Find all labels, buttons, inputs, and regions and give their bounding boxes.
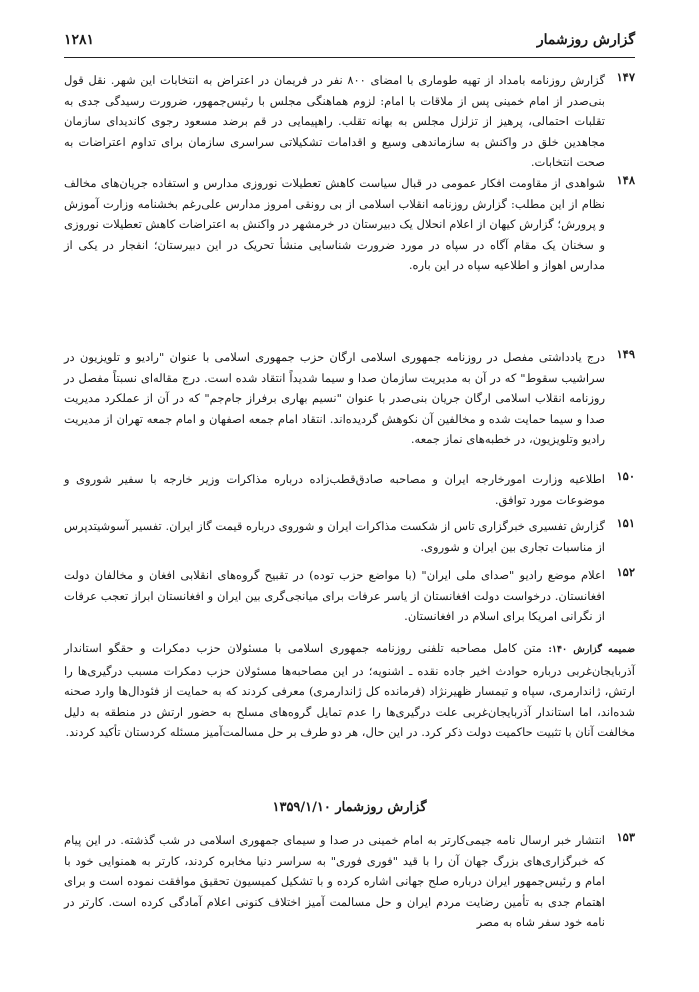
appendix-140 <box>64 638 635 743</box>
entry-number: ۱۵۲ <box>616 565 635 579</box>
entry-text: شواهدی از مقاومت افکار عمومی در قبال سیاست کاهش تعطیلات نوروزی مدارس و استفاده جریان‌های مخالف نظام از این مطلب: گزارش روزنامه انقلاب اسلامی از بی رونقی امروز مدارس علی‌رغم بخشنامه وزارت آموزش و پرورش؛ گزارش کیهان از اعلام انحلال یک دبیرستان در خرمشهر در واکنش به اعتراضات کاهش تعطیلات نوروزی و سخنان یک مقام آگاه در سپاه در مورد ضرورت شناسایی منشأ تحریک در این دبیرستان؛ انفجار در یکی از مدارس اهواز و اطلاعیه سپاه در این باره. <box>64 176 605 273</box>
entry-text: درج یادداشتی مفصل در روزنامه جمهوری اسلامی ارگان حزب جمهوری اسلامی با عنوان "رادیو و تلویزیون در سراشیب سقوط" که در آن به مدیریت سازمان صدا و سیما شدیداً انتقاد شده است. درج مقاله‌ای نسبتاً مفصل در روزنامه انقلاب اسلامی ارگان جریان بنی‌صدر با عنوان "نسیم بهاری برفراز جام‌جم" که در آن از عملکرد مدیریت صدا و سیما حمایت شده و مخالفین آن نکوهش گردیده‌اند. انتقاد امام جمعه اصفهان و امام جمعه تهران از مدیریت رادیو وتلویزیون، در خطبه‌های نماز جمعه. <box>64 350 605 447</box>
running-title: گزارش روزشمار <box>536 32 635 48</box>
entry-149 <box>64 347 635 450</box>
entry-text: انتشار خبر ارسال نامه جیمی‌کارتر به امام خمینی در صدا و سیمای جمهوری اسلامی در شب گذشته. در این پیام که خبرگزاری‌های بزرگ جهان آن را با قید "فوری فوری" به سراسر دنیا مخابره کردند، کارتر به همنوایی خود با امام و رئیس‌جمهور ایران درباره صلح جهانی اشاره کرده و با تشکیل کمیسیون تحقیق موافقت نموده است و برای اهتمام جدی به تأمین رضایت مردم ایران و حل مسالمت آمیز اختلاف کنونی اعلام آمادگی کرده است. کارتر در نامه خود سفر شاه به مصر <box>64 833 605 930</box>
header-rule <box>64 57 635 58</box>
entry-number: ۱۴۸ <box>616 173 635 187</box>
entry-number: ۱۵۰ <box>616 469 635 483</box>
entry-148 <box>64 173 635 276</box>
appendix-label: ضمیمه گزارش ۱۴۰: <box>548 644 636 655</box>
entry-number: ۱۴۹ <box>616 347 635 361</box>
entry-text: اطلاعیه وزارت امورخارجه ایران و مصاحبه صادق‌قطب‌زاده درباره مذاکرات وزیر خارجه با سفیر شوروی و موضوعات مورد توافق. <box>64 472 605 507</box>
entry-150 <box>64 469 635 510</box>
entry-151 <box>64 516 635 557</box>
entry-number: ۱۵۳ <box>616 830 635 844</box>
entry-text: اعلام موضع رادیو "صدای ملی ایران" (با مواضع حزب توده) در تقبیح گروه‌های انقلابی افغان و مخالفان دولت افغانستان. درخواست دولت افغانستان از یاسر عرفات برای میانجی‌گری بین ایران و افغانستان ابراز تعجب عرفات از نگرانی امریکا برای اسلام در افغانستان. <box>64 568 605 624</box>
entry-152 <box>64 565 635 627</box>
entry-147 <box>64 70 635 173</box>
entry-text: گزارش تفسیری خبرگزاری تاس از شکست مذاکرات ایران و شوروی درباره قیمت گاز ایران. تفسیر آسوشیتدپرس از مناسبات تجاری بین ایران و شوروی. <box>64 519 605 554</box>
appendix-text: متن کامل مصاحبه تلفنی روزنامه جمهوری اسلامی با مسئولان حزب دمکرات و حقگو استاندار آذربایجان‌غربی درباره حوادث اخیر جاده نقده ـ اشنویه؛ در این مصاحبه‌ها مسئولان حزب دمکرات مسبب درگیری‌ها را ارتش، ژاندارمری، سپاه و تیمسار ظهیرنژاد (فرمانده کل ژاندارمری) معرفی کردند که به حمایت از فئودال‌ها وارد صحنه شده‌اند، اما استاندار آذربایجان‌غربی علت درگیری‌ها را عدم تمایل گروه‌های مسلح به حضور ارتش در منطقه به دلیل مخالفت آنان با تثبیت حاکمیت دولت ذکر کرد. در این حال، هر دو طرف بر حل مسالمت‌آمیز مسئله کردستان تأکید کردند. <box>64 641 635 740</box>
entry-text: گزارش روزنامه بامداد از تهیه طوماری با امضای ۸۰۰ نفر در فریمان در اعتراض به انتخابات این شهر. نقل قول بنی‌صدر از امام خمینی پس از ملاقات با امام: لزوم هماهنگی مجلس با رئیس‌جمهور، ضرورت رسیدگی جدی به تقلبات احتمالی، پرهیز از تزلزل مجلس به بهانه تقلب. راهپیمایی در قم برضد مسعود رجوی کاندیدای سازمان مجاهدین خلق در واکنش به سازماندهی وسیع و اقدامات تشکیلاتی سراسری سازمان برای تداوم اعتراضات به صحت انتخابات. <box>64 73 605 170</box>
page-number: ۱۲۸۱ <box>64 32 95 48</box>
entry-153 <box>64 830 635 933</box>
entry-number: ۱۵۱ <box>616 516 635 530</box>
page-header <box>64 32 635 54</box>
entry-number: ۱۴۷ <box>616 70 635 84</box>
section-heading: گزارش روزشمار ۱۳۵۹/۱/۱۰ <box>272 800 427 815</box>
